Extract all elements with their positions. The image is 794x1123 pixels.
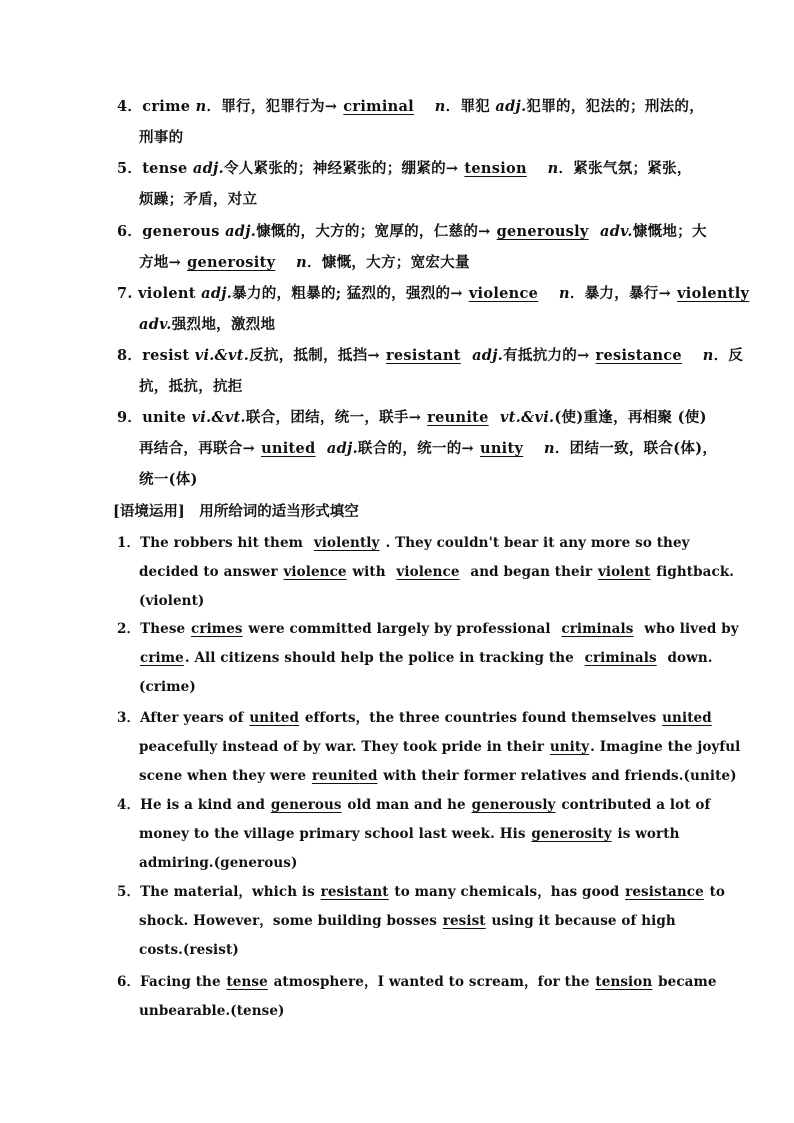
answer-word: generous bbox=[270, 797, 342, 813]
part-of-speech: adj. bbox=[225, 223, 257, 240]
text-run: unbearable.(tense) bbox=[139, 1003, 285, 1019]
answer-word: violently bbox=[677, 285, 750, 302]
exercises-line bbox=[139, 766, 737, 786]
vocab-line bbox=[139, 315, 275, 335]
text-run: . All citizens should help the police in tracking the bbox=[184, 650, 579, 666]
text-run: 联合的，统一的→ bbox=[357, 440, 474, 457]
text-run: atmosphere，I wanted to scream，for the bbox=[268, 974, 595, 990]
vocab-line bbox=[117, 97, 704, 117]
text-run: efforts，the three countries found themselves bbox=[300, 710, 662, 726]
text-run: 1．The robbers hit them bbox=[117, 535, 308, 551]
text-run: money to the village primary school last week. His bbox=[139, 826, 531, 842]
text-run: decided to answer bbox=[139, 564, 283, 580]
text-run: 6．Facing the bbox=[117, 974, 226, 990]
text-run: ．暴力，暴行→ bbox=[569, 285, 672, 302]
part-of-speech: adj. bbox=[192, 160, 224, 177]
text-run: old man and he bbox=[342, 797, 471, 813]
text-run: ．紧张气氛；紧张， bbox=[558, 160, 692, 177]
text-run: ．团结一致，联合(体)， bbox=[554, 440, 718, 457]
exercises-line bbox=[139, 648, 713, 668]
answer-word: unity bbox=[549, 739, 590, 755]
text-run: who lived by bbox=[639, 621, 739, 637]
text-run: 犯罪的，犯法的；刑法的， bbox=[526, 98, 705, 115]
text-run: 再结合，再联合→ bbox=[139, 440, 256, 457]
vocab-line bbox=[139, 439, 717, 459]
answer-word: crimes bbox=[191, 621, 243, 637]
answer-word: reunited bbox=[311, 768, 378, 784]
text-run bbox=[420, 98, 435, 115]
text-run: were committed largely by professional bbox=[243, 621, 556, 637]
vocab-line bbox=[139, 377, 243, 397]
answer-word: generously bbox=[471, 797, 556, 813]
answer-word: criminal bbox=[343, 98, 414, 115]
exercises-line bbox=[139, 562, 734, 582]
vocab-line bbox=[139, 128, 183, 148]
text-run: is worth bbox=[612, 826, 680, 842]
text-run: scene when they were bbox=[139, 768, 311, 784]
text-run: 令人紧张的；神经紧张的；绷紧的→ bbox=[223, 160, 459, 177]
text-run: (使)重逢，再相聚 (使) bbox=[554, 409, 707, 426]
answer-word: reunite bbox=[427, 409, 489, 426]
text-run: 5．The material，which is bbox=[117, 884, 320, 900]
text-run: 慷慨的，大方的；宽厚的，仁慈的→ bbox=[256, 223, 491, 240]
answer-word: tension bbox=[595, 974, 653, 990]
answer-word: generosity bbox=[187, 254, 276, 271]
part-of-speech: n bbox=[544, 440, 555, 457]
answer-word: generosity bbox=[531, 826, 612, 842]
text-run: contributed a lot of bbox=[556, 797, 711, 813]
text-run: 3．After years of bbox=[117, 710, 249, 726]
part-of-speech: n bbox=[558, 285, 570, 302]
part-of-speech: n bbox=[547, 160, 559, 177]
text-run: 反抗，抵制，抵挡→ bbox=[249, 347, 380, 364]
answer-word: criminals bbox=[561, 621, 634, 637]
vocab-line bbox=[139, 253, 470, 273]
part-of-speech: adv. bbox=[139, 316, 172, 333]
text-run: to many chemicals，has good bbox=[389, 884, 625, 900]
vocab-line bbox=[117, 346, 743, 366]
text-run: (violent) bbox=[139, 593, 205, 609]
answer-word: unity bbox=[479, 440, 524, 457]
answer-word: resistance bbox=[625, 884, 704, 900]
text-run: with bbox=[347, 564, 391, 580]
exercises-line bbox=[117, 533, 690, 553]
answer-word: united bbox=[662, 710, 712, 726]
text-run bbox=[281, 254, 296, 271]
answer-word: violently bbox=[313, 535, 380, 551]
text-run: 4．He is a kind and bbox=[117, 797, 270, 813]
text-run: ．罪犯 bbox=[445, 98, 496, 115]
text-run: fightback. bbox=[651, 564, 735, 580]
exercises-line bbox=[139, 677, 196, 697]
text-run: to bbox=[704, 884, 726, 900]
exercises-line bbox=[139, 824, 680, 844]
part-of-speech: adj. bbox=[326, 440, 358, 457]
text-run: ．慷慨，大方；宽宏大量 bbox=[306, 254, 470, 271]
exercises-line bbox=[139, 911, 676, 931]
vocab-line bbox=[139, 190, 257, 210]
text-run: 联合，团结，统一，联手→ bbox=[245, 409, 422, 426]
vocab-line bbox=[117, 284, 755, 304]
answer-word: generously bbox=[496, 223, 589, 240]
answer-word: united bbox=[261, 440, 316, 457]
answer-word: resistant bbox=[320, 884, 389, 900]
answer-word: united bbox=[249, 710, 300, 726]
text-run: costs.(resist) bbox=[139, 942, 239, 958]
part-of-speech: vi.&vt. bbox=[194, 347, 250, 364]
text-run: 刑事的 bbox=[139, 129, 184, 146]
answer-word: violence bbox=[468, 285, 539, 302]
answer-word: tense bbox=[226, 974, 268, 990]
vocab-line bbox=[117, 222, 707, 242]
text-run bbox=[688, 347, 703, 364]
text-run: . Imagine the joyful bbox=[590, 739, 741, 755]
answer-word: violence bbox=[396, 564, 460, 580]
text-run: 方地→ bbox=[139, 254, 182, 271]
text-run: 4．crime bbox=[117, 98, 196, 115]
section-header: [语境运用] 用所给词的适当形式填空 bbox=[113, 503, 359, 520]
text-run: 有抵抗力的→ bbox=[503, 347, 590, 364]
part-of-speech: n bbox=[296, 254, 307, 271]
text-run: 9．unite bbox=[117, 409, 192, 426]
exercises-line bbox=[139, 1001, 285, 1021]
part-of-speech: n bbox=[434, 98, 446, 115]
text-run bbox=[544, 285, 559, 302]
text-run: became bbox=[653, 974, 717, 990]
text-run: ．罪行，犯罪行为→ bbox=[206, 98, 338, 115]
part-of-speech: vi.&vt. bbox=[191, 409, 246, 426]
exercises-line bbox=[117, 972, 717, 992]
exercises-line bbox=[117, 795, 710, 815]
exercises-line bbox=[139, 591, 204, 611]
exercises-line bbox=[117, 882, 725, 902]
exercises-line bbox=[139, 940, 239, 960]
text-run bbox=[529, 440, 544, 457]
vocab-line bbox=[117, 408, 707, 428]
text-run: 8．resist bbox=[117, 347, 195, 364]
text-run: 暴力的，粗暴的; 猛烈的，强烈的→ bbox=[232, 285, 463, 302]
part-of-speech: n bbox=[702, 347, 714, 364]
text-run: admiring.(generous) bbox=[139, 855, 298, 871]
answer-word: criminals bbox=[584, 650, 657, 666]
part-of-speech: adj. bbox=[472, 347, 504, 364]
exercises-line bbox=[139, 853, 297, 873]
text-run: down. bbox=[662, 650, 713, 666]
answer-word: tension bbox=[464, 160, 527, 177]
text-run: shock. However，some building bosses bbox=[139, 913, 442, 929]
text-run: 烦躁；矛盾，对立 bbox=[139, 191, 258, 208]
text-run: 抗，抵抗，抗拒 bbox=[139, 378, 243, 395]
part-of-speech: n bbox=[195, 98, 207, 115]
text-run: (crime) bbox=[139, 679, 196, 695]
text-run: 慷慨地；大 bbox=[632, 223, 707, 240]
part-of-speech: adv. bbox=[600, 223, 633, 240]
text-run: using it because of high bbox=[486, 913, 676, 929]
text-run: ．反 bbox=[713, 347, 744, 364]
vocab-line bbox=[139, 470, 198, 490]
answer-word: resist bbox=[442, 913, 486, 929]
text-run: 7. violent bbox=[117, 285, 202, 302]
answer-word: crime bbox=[140, 650, 184, 666]
text-run: with their former relatives and friends.(unite) bbox=[378, 768, 737, 784]
part-of-speech: adj. bbox=[495, 98, 527, 115]
exercises-line bbox=[117, 619, 739, 639]
answer-word: resistant bbox=[385, 347, 461, 364]
text-run: and began their bbox=[465, 564, 597, 580]
text-run bbox=[533, 160, 548, 177]
exercises-line bbox=[139, 737, 740, 757]
text-run: 强烈地，激烈地 bbox=[171, 316, 276, 333]
exercises-line bbox=[117, 708, 713, 728]
text-run: . They couldn't bear it any more so they bbox=[385, 535, 690, 551]
part-of-speech: adj. bbox=[201, 285, 233, 302]
text-run: 2．These bbox=[117, 621, 191, 637]
text-run: 6．generous bbox=[117, 223, 226, 240]
answer-word: violence bbox=[283, 564, 347, 580]
text-run: 5．tense bbox=[117, 160, 193, 177]
answer-word: resistance bbox=[595, 347, 682, 364]
vocab-line bbox=[117, 159, 692, 179]
text-run: peacefully instead of by war. They took pride in their bbox=[139, 739, 549, 755]
answer-word: violent bbox=[597, 564, 651, 580]
text-run: 统一(体) bbox=[139, 471, 198, 488]
part-of-speech: vt.&vi. bbox=[500, 409, 555, 426]
